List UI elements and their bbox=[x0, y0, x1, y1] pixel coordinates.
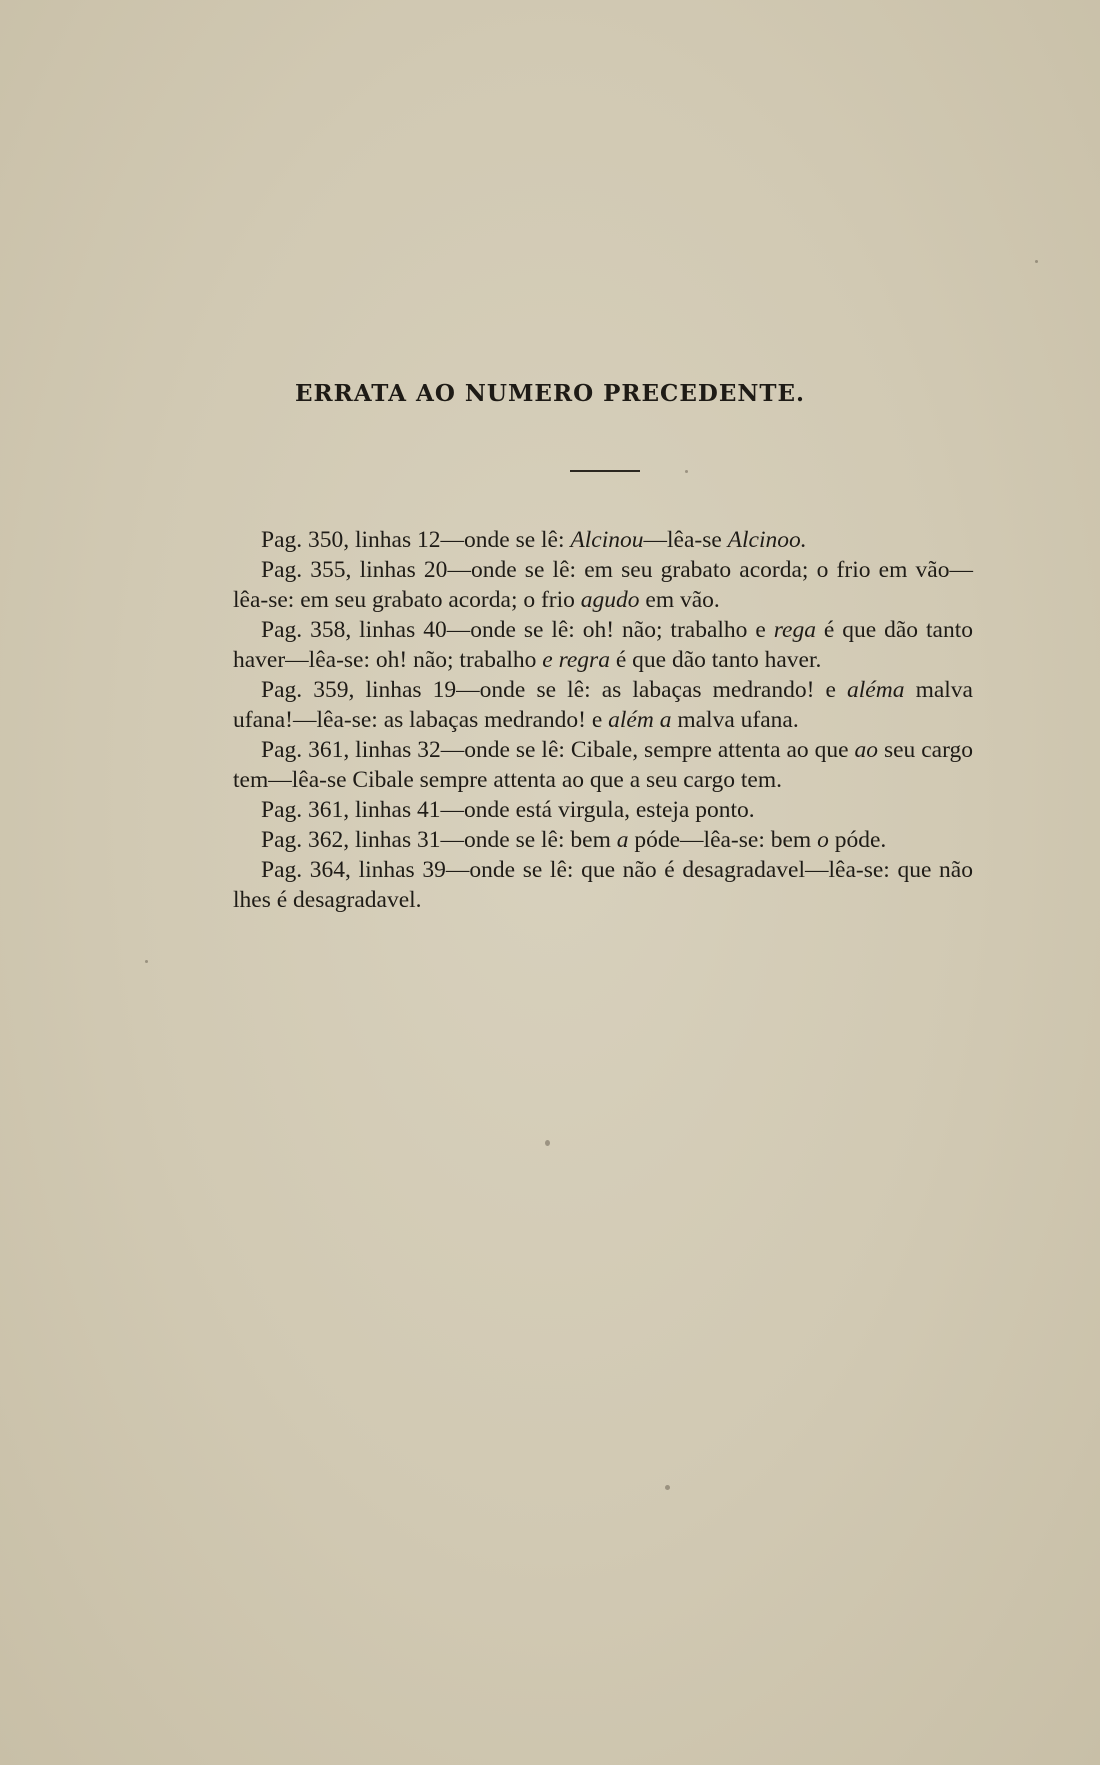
errata-entry: Pag. 355, linhas 20—onde se lê: em seu grabato acorda; o frio em vão—lêa-se: em seu grabato acorda; o frio agudo em vão. bbox=[233, 557, 973, 613]
errata-list bbox=[233, 525, 973, 915]
errata-entry: Pag. 362, linhas 31—onde se lê: bem a póde—lêa-se: bem o póde. bbox=[261, 827, 887, 853]
errata-entry: Pag. 350, linhas 12—onde se lê: Alcinou—lêa-se Alcinoo. bbox=[261, 527, 807, 553]
entry-reference: Pag. 355, linhas 20 bbox=[261, 557, 448, 583]
paper-speck bbox=[685, 470, 688, 473]
errata-entry: Pag. 364, linhas 39—onde se lê: que não é desagradavel—lêa-se: que não lhes é desagradavel. bbox=[233, 857, 973, 913]
entry-reference: Pag. 364, linhas 39 bbox=[261, 857, 446, 883]
entry-reference: Pag. 350, linhas 12 bbox=[261, 527, 441, 553]
errata-entry: Pag. 359, linhas 19—onde se lê: as labaças medrando! e aléma malva ufana!—lêa-se: as labaças medrando! e além a malva ufana. bbox=[233, 677, 973, 733]
entry-reference: Pag. 361, linhas 41 bbox=[261, 797, 441, 823]
title-divider bbox=[570, 470, 640, 472]
entry-reference: Pag. 362, linhas 31 bbox=[261, 827, 441, 853]
paper-speck bbox=[545, 1140, 550, 1146]
paper-speck bbox=[1035, 260, 1038, 263]
errata-entry: Pag. 361, linhas 41—onde está virgula, esteja ponto. bbox=[261, 797, 755, 823]
entry-reference: Pag. 361, linhas 32 bbox=[261, 737, 441, 763]
entry-reference: Pag. 358, linhas 40 bbox=[261, 617, 447, 643]
page-title: ERRATA AO NUMERO PRECEDENTE. bbox=[294, 380, 806, 407]
errata-entry: Pag. 358, linhas 40—onde se lê: oh! não; trabalho e rega é que dão tanto haver—lêa-se: oh! não; trabalho e regra é que dão tanto haver. bbox=[233, 617, 973, 673]
paper-speck bbox=[145, 960, 148, 963]
paper-speck bbox=[665, 1485, 670, 1490]
errata-entry: Pag. 361, linhas 32—onde se lê: Cibale, sempre attenta ao que ao seu cargo tem—lêa-se Cibale sempre attenta ao que a seu cargo tem. bbox=[233, 737, 973, 793]
entry-reference: Pag. 359, linhas 19 bbox=[261, 677, 457, 703]
